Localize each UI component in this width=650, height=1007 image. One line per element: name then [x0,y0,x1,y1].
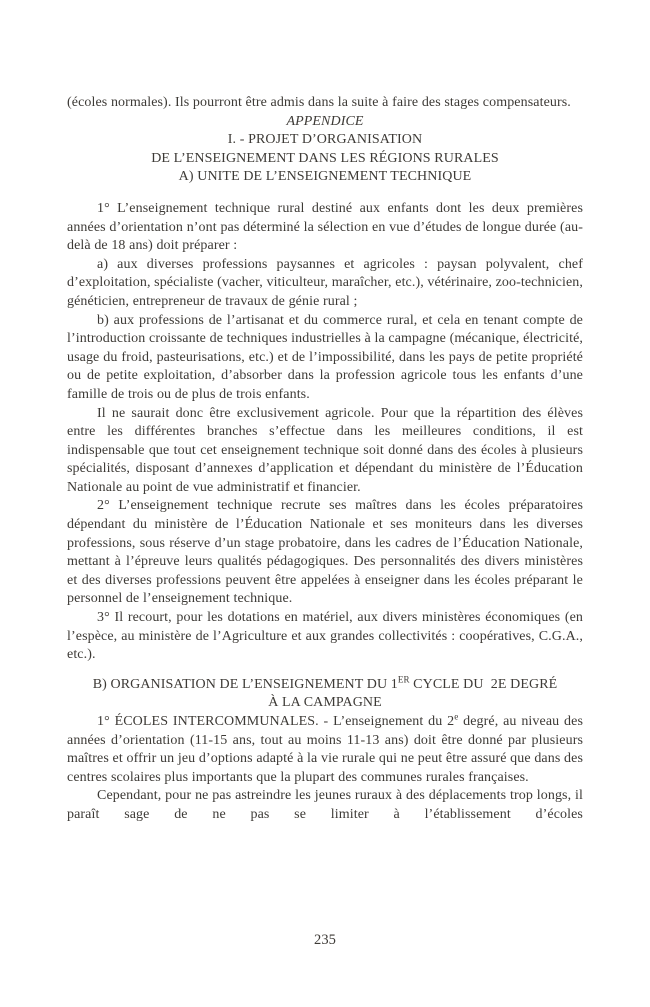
project-title-line2: DE L’ENSEIGNEMENT DANS LES RÉGIONS RURALES [151,150,499,166]
section-b-heading-line2: À LA CAMPAGNE [268,695,382,711]
project-title-line1: I. - PROJET D’ORGANISATION [227,132,423,148]
section-a-paragraph-1a: a) aux diverses professions paysannes et agricoles : paysan polyvalent, chef d’exploitation, spécialiste (vacher, viticulteur, maraîcher, etc.), vétérinaire, zoo-technicien, généticien, entrepreneur de travaux de génie rural ; [67,256,583,309]
section-b-paragraph-1-pre: 1° ÉCOLES INTERCOMMUNALES. - L’enseignement du 2 [97,714,455,729]
section-a-paragraph-4: 3° Il recourt, pour les dotations en matériel, aux divers ministères économiques (en l’espèce, au ministère de l’Agriculture et aux grandes collectivités : coopératives, C.G.A., etc.). [67,610,583,663]
section-a-paragraph-1b: b) aux professions de l’artisanat et du commerce rural, et cela en tenant compte de l’introduction croissante de techniques industrielles à la campagne (mécanique, électricité, usage du froid, pasteurisations, etc.) et de l’impossibilité, dans les pays de petite propriété ou de petite exploitation, d’absorber dans la profession agricole tous les enfants d’une famille de trois ou de plus de trois enfants. [67,312,583,402]
section-a-paragraph-2: Il ne saurait donc être exclusivement agricole. Pour que la répartition des élèves entre les différentes branches s’effectue dans les meilleures conditions, il est indispensable que tout cet enseignement technique soit donné dans des écoles à plusieurs spécialités, disposant d’annexes d’application et dépendant du ministère de l’Éducation Nationale au point de vue administratif et financier. [67,405,583,495]
appendix-title: APPENDICE [286,113,364,129]
section-b-paragraph-1-post: degré, au niveau des années d’orientation (11-15 ans, tout au moins 11-13 ans) doit être donné par plusieurs maîtres et offrir un jeu d’options adapté à la vie rurale qui ne peut être assuré que dans des centres scolaires plus importants que la plupart des communes rurales françaises. [67,714,583,785]
section-b-paragraph-1 [67,713,583,787]
section-b-heading-text-post: CYCLE DU 2E DEGRÉ [409,676,558,692]
superscript-er: ER [397,674,410,685]
superscript-e: e [454,711,459,722]
section-a-paragraph-3: 2° L’enseignement technique recrute ses maîtres dans les écoles préparatoires dépendant du ministère de l’Éducation Nationale et ses moniteurs dans les diverses professions, sous réserve d’un stage probatoire, dans les cadres de l’Éducation Nationale, mettant à l’épreuve leurs qualités pédagogiques. Des personnalités des divers ministères et des diverses professions peuvent être appelées à enseigner dans les écoles préparant le personnel de l’enseignement technique. [67,498,583,607]
section-a-heading: A) UNITE DE L’ENSEIGNEMENT TECHNIQUE [178,169,472,185]
section-b-spacer [67,665,583,676]
text-block [67,94,583,825]
section-a-paragraph-1: 1° L’enseignement technique rural destiné aux enfants dont les deux premières années d’orientation n’ont pas déterminé la sélection en vue d’études de longue durée (au-delà de 18 ans) doit préparer : [67,200,583,254]
section-b-heading-text-pre: B) ORGANISATION DE L’ENSEIGNEMENT DU 1 [92,676,398,692]
section-b-heading-line1 [67,676,583,695]
page-number: 235 [313,932,337,948]
section-b-paragraph-2: Cependant, pour ne pas astreindre les jeunes ruraux à des déplacements trop longs, il paraît sage de ne pas se limiter à l’établissement d’écoles [67,788,583,822]
section-a-spacer [67,187,583,200]
continuation-paragraph: (écoles normales). Ils pourront être admis dans la suite à faire des stages compensateurs. [67,95,571,110]
